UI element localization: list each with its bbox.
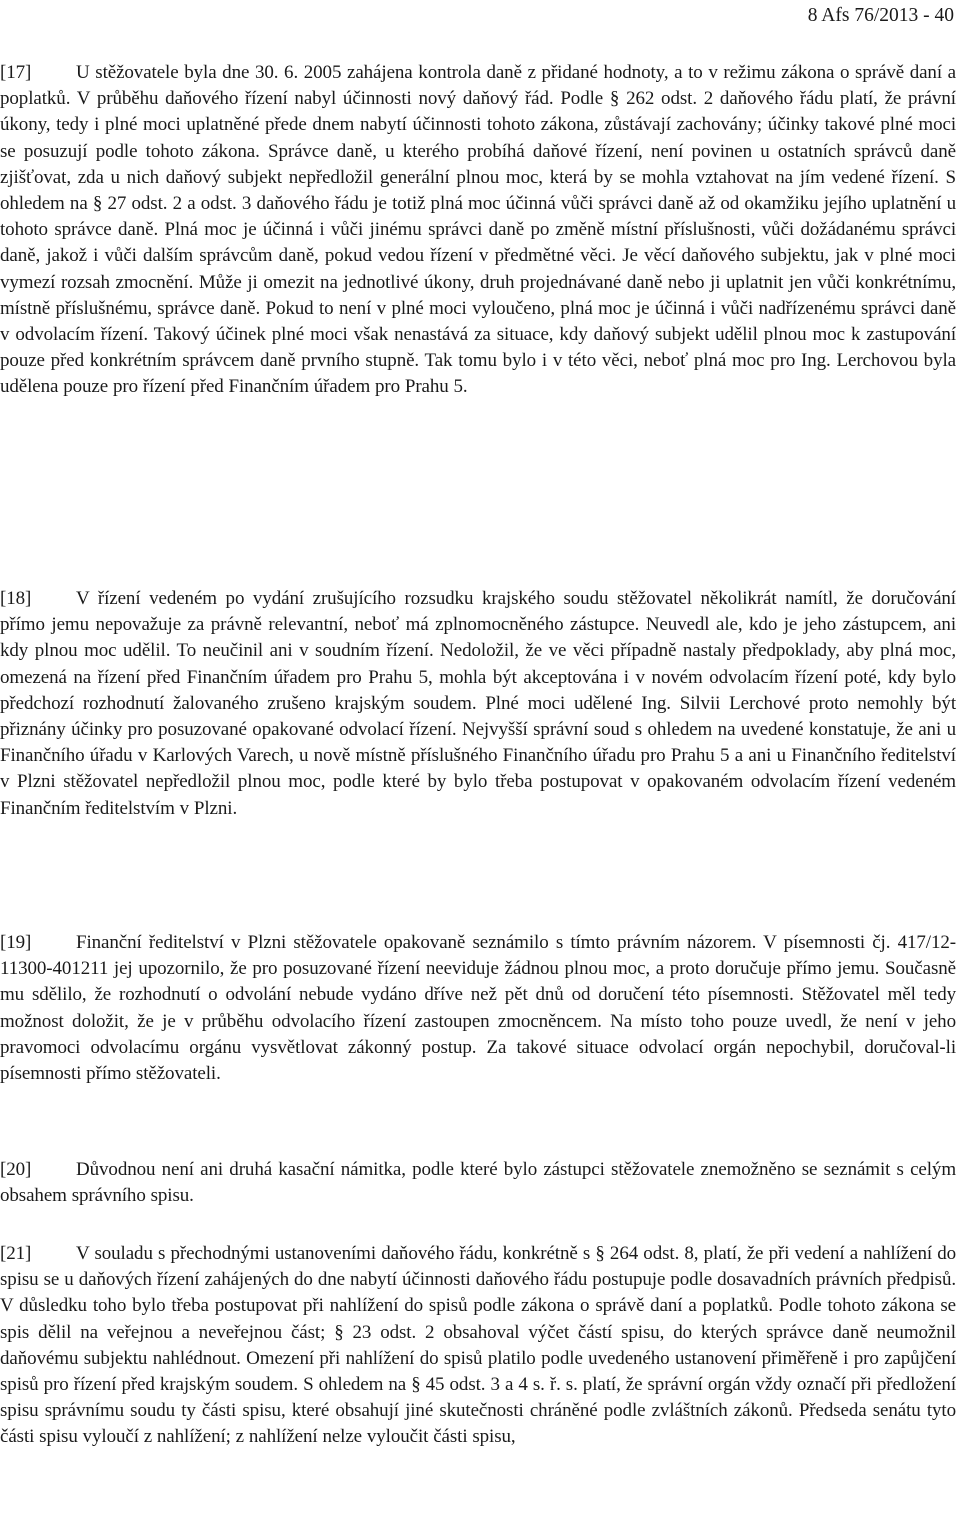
paragraph-18: [0, 586, 956, 822]
paragraph-17: [0, 60, 956, 401]
paragraph-20: [0, 1157, 956, 1209]
case-reference: 8 Afs 76/2013 - 40: [807, 5, 954, 26]
paragraph-21: [0, 1241, 956, 1451]
paragraph-text: U stěžovatele byla dne 30. 6. 2005 zahájena kontrola daně z přidané hodnoty, a to v režimu zákona o správě daní a poplatků. V průběhu daňového řízení nabyl účinnosti nový daňový řád. Podle § 262 odst. 2 daňového řádu platí, že právní úkony, tedy i plné moci uplatněné přede dnem nabytí účinnosti tohoto zákona, zůstávají zachovány; účinky takové plné moci se posuzují podle tohoto zákona. Správce daně, u kterého probíhá daňové řízení, není povinen u ostatních správců daně zjišťovat, zda u nich daňový subjekt nepředložil generální plnou moc, která by se mohla vztahovat na jím vedené řízení. S ohledem na § 27 odst. 2 a odst. 3 daňového řádu je totiž plná moc účinná vůči správci daně až od okamžiku jejího uplatnění u tohoto správce daně. Plná moc je účinná i vůči jinému správci daně po změně místní příslušnosti, vůči dožádanému správci daně, jakož i vůči dalším správcům daně, pokud vedou řízení v předmětné věci. Je věcí daňového subjektu, jak v plné moci vymezí rozsah zmocnění. Může ji omezit na jednotlivé úkony, druh projednávané daně nebo ji uplatnit jen vůči konkrétnímu, místně příslušnému, správce daně. Pokud to není v plné moci vyloučeno, plná moc je účinná i vůči nadřízenému správci daně v odvolacím řízení. Takový účinek plné moci však nenastává za situace, kdy daňový subjekt udělil plnou moc k zastupování pouze před konkrétním správcem daně prvního stupně. Tak tomu bylo i v této věci, neboť plná moc pro Ing. Lerchovou byla udělena pouze pro řízení před Finančním úřadem pro Prahu 5.: [0, 62, 956, 398]
paragraph-number: [20]: [0, 1159, 32, 1180]
paragraph-number: [21]: [0, 1243, 32, 1264]
paragraph-text: V souladu s přechodnými ustanoveními daňového řádu, konkrétně s § 264 odst. 8, platí, že při vedení a nahlížení do spisu se u daňových řízení zahájených do dne nabytí účinnosti daňového řádu postupuje podle dosavadních právních předpisů. V důsledku toho bylo třeba postupovat při nahlížení do spisů podle zákona o správě daní a poplatků. Podle tohoto zákona se spis dělil na veřejnou a neveřejnou část; § 23 odst. 2 obsahoval výčet částí spisu, do kterých správce daně neumožnil daňovému subjektu nahlédnout. Omezení při nahlížení do spisů platilo podle uvedeného ustanovení přiměřeně i pro zapůjčení spisů pro řízení před krajským soudem. S ohledem na § 45 odst. 3 a 4 s. ř. s. platí, že správní orgán vždy označí při předložení spisu správnímu soudu ty části spisu, které obsahují jiné skutečnosti chráněné podle zvláštních zákonů. Předseda senátu tyto části spisu vyloučí z nahlížení; z nahlížení nelze vyloučit části spisu,: [0, 1243, 956, 1448]
paragraph-number: [18]: [0, 588, 32, 609]
paragraph-19: [0, 930, 956, 1087]
paragraph-text: V řízení vedeném po vydání zrušujícího rozsudku krajského soudu stěžovatel několikrát namítl, že doručování přímo jemu nepovažuje za právně relevantní, neboť má zplnomocněného zástupce. Neuvedl ale, kdo je jeho zástupcem, ani kdy plnou moc udělil. To neučinil ani v soudním řízení. Nedoložil, že ve věci případně nastaly předpoklady, aby plná moc, omezená na řízení před Finančním úřadem pro Prahu 5, mohla být akceptována i v novém odvolacím řízení poté, kdy bylo předchozí rozhodnutí žalovaného zrušeno krajským soudem. Plné moci udělené Ing. Silvii Lerchové proto nemohly být přiznány účinky pro posuzované opakované odvolací řízení. Nejvyšší správní soud s ohledem na uvedené konstatuje, že ani u Finančního úřadu v Karlových Varech, u nově místně příslušného Finančního úřadu pro Prahu 5 a ani u Finančního ředitelství v Plzni stěžovatel nepředložil plnou moc, podle které by bylo třeba postupovat v opakovaném odvolacím řízení vedeném Finančním ředitelstvím v Plzni.: [0, 588, 956, 819]
paragraph-number: [19]: [0, 932, 32, 953]
paragraph-text: Finanční ředitelství v Plzni stěžovatele opakovaně seznámilo s tímto právním názorem. V písemnosti čj. 417/12-11300-401211 jej upozornilo, že pro posuzované řízení neeviduje žádnou plnou moc, a proto doručuje přímo jemu. Současně mu sdělilo, že rozhodnutí o odvolání nebude vydáno dříve než pět dnů od doručení této písemnosti. Stěžovatel měl tedy možnost doložit, že je v průběhu odvolacího řízení zastoupen zmocněncem. Na místo toho pouze uvedl, že není v jeho pravomoci odvolacímu orgánu vysvětlovat zákonný postup. Za takové situace odvolací orgán nepochybil, doručoval-li písemnosti přímo stěžovateli.: [0, 932, 956, 1085]
paragraph-number: [17]: [0, 62, 32, 83]
paragraph-text: Důvodnou není ani druhá kasační námitka, podle které bylo zástupci stěžovatele znemožněno se seznámit s celým obsahem správního spisu.: [0, 1159, 956, 1207]
